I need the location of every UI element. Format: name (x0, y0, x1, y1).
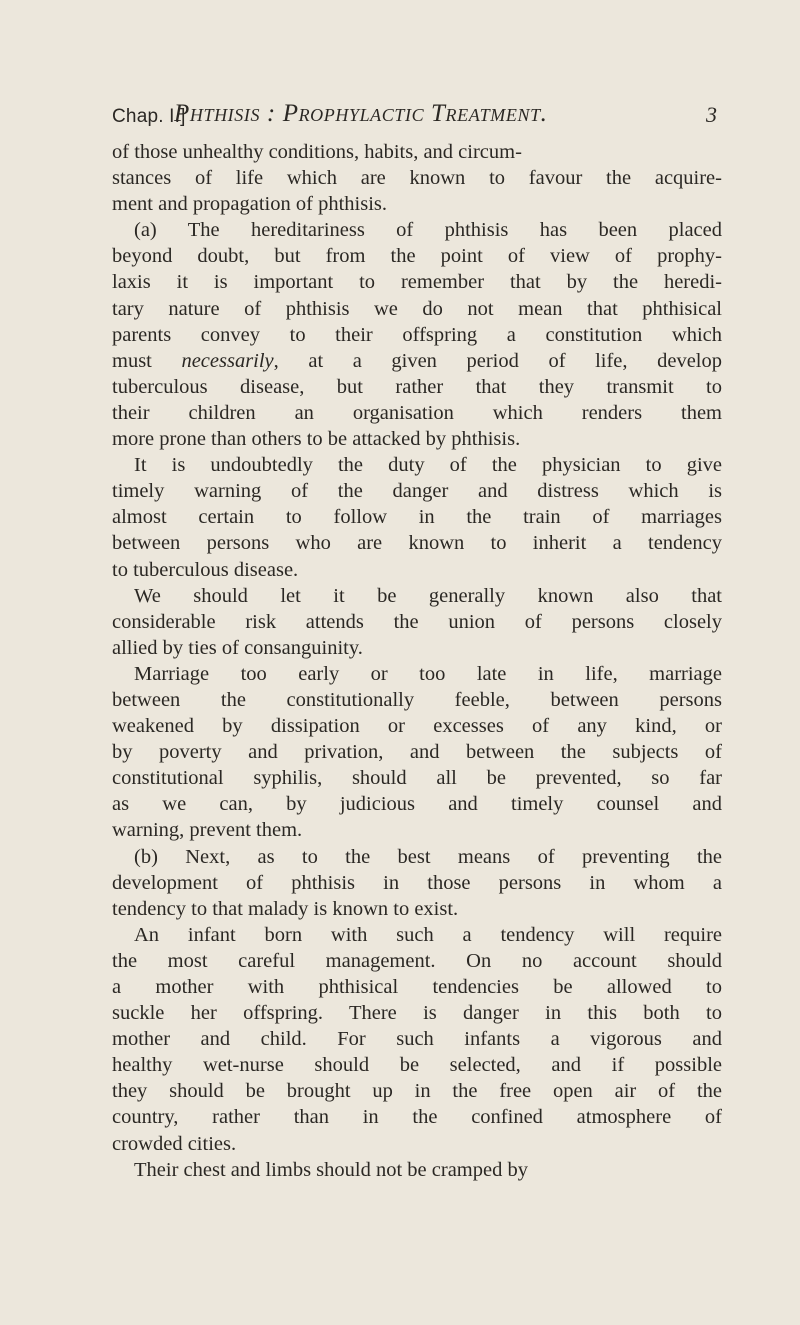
text-line: crowded cities. (112, 1132, 237, 1155)
text-line-with-italic: must necessarily, at a given period of life, develop (112, 349, 722, 372)
text-line: stances of life which are known to favour the acquire- (112, 167, 722, 190)
text-line: country, rather than in the confined atmosphere of (112, 1106, 722, 1129)
text-line: tary nature of phthisis we do not mean that phthisical (112, 297, 722, 320)
text-line: (b) Next, as to the best means of preventing the (134, 845, 722, 868)
emphasis-word: necessarily (181, 349, 274, 372)
text-line: tuberculous disease, but rather that they transmit to (112, 375, 722, 398)
body-text (112, 139, 722, 1183)
text-line: considerable risk attends the union of persons closely (112, 610, 722, 633)
text-line: by poverty and privation, and between the subjects of (112, 741, 722, 764)
text-line: parents convey to their offspring a constitution which (112, 323, 722, 346)
text-line: they should be brought up in the free open air of the (112, 1080, 722, 1103)
text-line: beyond doubt, but from the point of view of prophy- (112, 245, 722, 268)
text-line: almost certain to follow in the train of marriages (112, 506, 722, 529)
text-line: Their chest and limbs should not be cramped by (134, 1158, 528, 1181)
running-title: Phthisis : Prophylactic Treatment. (174, 100, 548, 127)
text-line: development of phthisis in those persons in whom a (112, 871, 722, 894)
text-line: as we can, by judicious and timely counsel and (112, 793, 722, 816)
text-line: warning, prevent them. (112, 819, 303, 842)
text-line: a mother with phthisical tendencies be allowed to (112, 976, 722, 998)
text-line: constitutional syphilis, should all be prevented, so far (112, 767, 722, 790)
text-line: (a) The hereditariness of phthisis has been placed (134, 219, 722, 242)
text-line: Marriage too early or too late in life, marriage (134, 662, 722, 685)
chapter-label: Chap. I.] (112, 106, 186, 127)
text-line: to tuberculous disease. (112, 558, 299, 581)
text-line: healthy wet-nurse should be selected, and if possible (112, 1054, 722, 1077)
text-line: ment and propagation of phthisis. (112, 193, 387, 216)
text-line: between persons who are known to inherit a tendency (112, 532, 722, 555)
page-number: 3 (706, 102, 717, 127)
text-line: We should let it be generally known also that (134, 584, 722, 607)
text-line: An infant born with such a tendency will require (134, 923, 722, 946)
text-line: of those unhealthy conditions, habits, and circum- (112, 141, 522, 163)
text-line: weakened by dissipation or excesses of any kind, or (112, 715, 722, 738)
text-line: the most careful management. On no account should (112, 949, 722, 972)
running-header (112, 100, 717, 136)
text-line: their children an organisation which renders them (112, 401, 722, 424)
text-line: laxis it is important to remember that by the heredi- (112, 271, 722, 294)
text-line: mother and child. For such infants a vigorous and (112, 1028, 722, 1051)
text-line: more prone than others to be attacked by phthisis. (112, 428, 521, 451)
text-line: suckle her offspring. There is danger in this both to (112, 1002, 722, 1025)
text-line: tendency to that malady is known to exist. (112, 897, 459, 920)
text-line: between the constitutionally feeble, between persons (112, 688, 722, 711)
text-line: allied by ties of consanguinity. (112, 636, 363, 659)
text-line: It is undoubtedly the duty of the physician to give (134, 454, 722, 477)
text-line: timely warning of the danger and distress which is (112, 480, 722, 503)
